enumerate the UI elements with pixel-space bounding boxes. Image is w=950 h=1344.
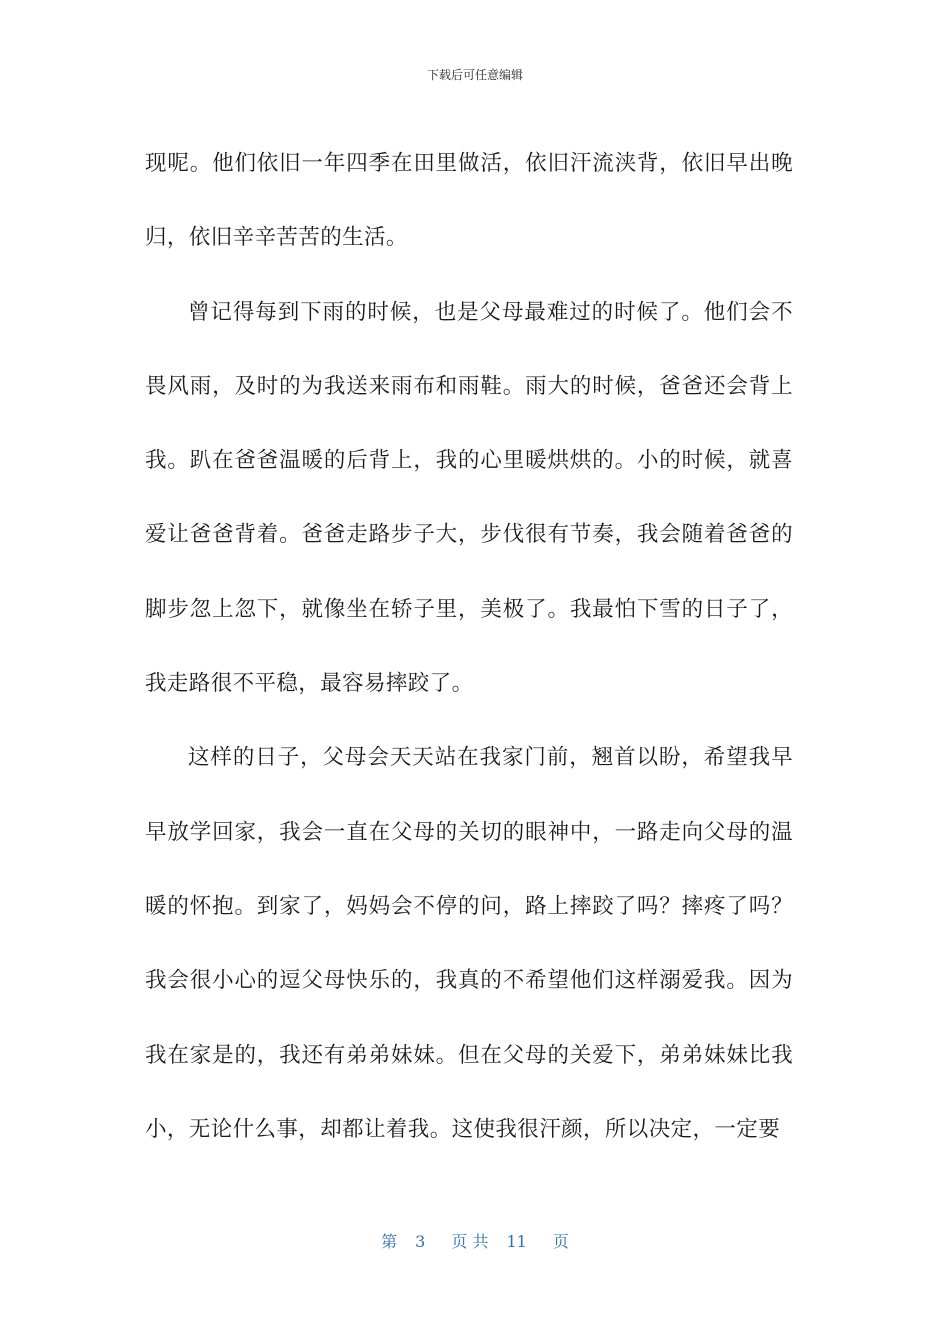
paragraph-1: 现呢。他们依旧一年四季在田里做活，依旧汗流浃背，依旧早出晚归，依旧辛辛苦苦的生活。 [145, 151, 793, 251]
page-header: 下载后可任意编辑 [426, 68, 523, 82]
current-page-number: 3 [415, 1232, 426, 1251]
paragraph-2: 曾记得每到下雨的时候，也是父母最难过的时候了。他们会不畏风雨，及时的为我送来雨布和雨鞋。雨大的时候，爸爸还会背上我。趴在爸爸温暖的后背上，我的心里暖烘烘的。小的时候，就喜爱让爸爸背着。爸爸走路步子大，步伐很有节奏，我会随着爸爸的脚步忽上忽下，就像坐在轿子里，美极了。我最怕下雪的日子了，我走路很不平稳，最容易摔跤了。 [145, 299, 793, 697]
page-label-prefix: 第 [381, 1232, 398, 1251]
page-footer [0, 1229, 950, 1252]
total-page-count: 11 [506, 1232, 527, 1251]
page-label-middle: 页 共 [451, 1232, 489, 1251]
page-label-suffix: 页 [552, 1232, 569, 1251]
document-body [145, 127, 793, 1167]
paragraph-3: 这样的日子，父母会天天站在我家门前，翘首以盼，希望我早早放学回家，我会一直在父母的关切的眼神中，一路走向父母的温暖的怀抱。到家了，妈妈会不停的问，路上摔跤了吗？摔疼了吗？我会很小心的逗父母快乐的，我真的不希望他们这样溺爱我。因为我在家是的，我还有弟弟妹妹。但在父母的关爱下，弟弟妹妹比我小，无论什么事，却都让着我。这使我很汗颜，所以决定，一定要 [145, 745, 793, 1142]
